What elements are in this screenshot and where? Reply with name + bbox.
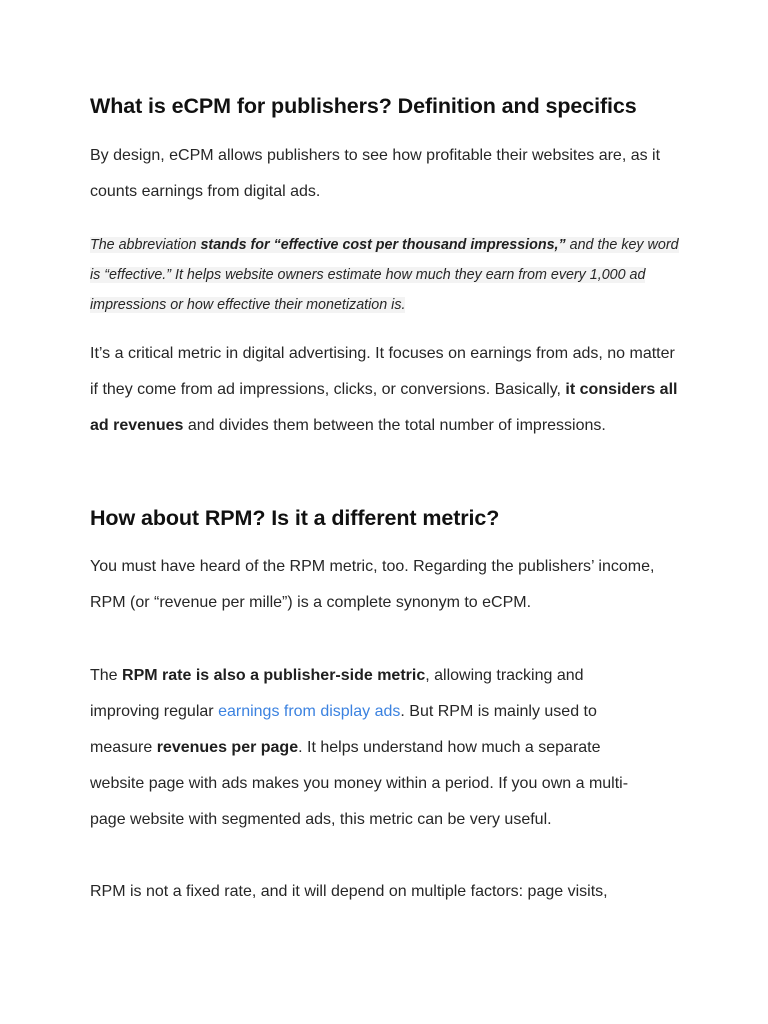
- p4-text-3: . But RPM is mainly used to measure: [90, 703, 597, 756]
- p4-text-2: , allowing tracking and improving regular: [90, 667, 584, 720]
- p2-bold-1: it considers all ad revenues: [90, 381, 678, 434]
- quote-abbreviation: [90, 230, 686, 320]
- link-earnings-from-display-ads[interactable]: earnings from display ads: [218, 703, 401, 720]
- quote-text-1: The abbreviation: [90, 237, 201, 253]
- heading-what-is-ecpm: What is eCPM for publishers? Definition and specifics: [90, 94, 637, 118]
- quote-highlight: [90, 237, 679, 313]
- paragraph-ecpm-intro: By design, eCPM allows publishers to see how profitable their websites are, as it counts earnings from digital ads.: [90, 147, 661, 200]
- p4-text-4: . It helps understand how much a separate website page with ads makes you money within a period. If you own a multi-page website with segmented ads, this metric can be very useful.: [90, 739, 629, 828]
- paragraph-rpm-not-fixed: RPM is not a fixed rate, and it will depend on multiple factors: page visits,: [90, 883, 608, 900]
- heading-how-about-rpm: How about RPM? Is it a different metric?: [90, 506, 500, 530]
- paragraph-rpm-synonym: You must have heard of the RPM metric, too. Regarding the publishers’ income, RPM (or “revenue per mille”) is a complete synonym to eCPM.: [90, 558, 655, 611]
- quote-bold-1: stands for “effective cost per thousand impressions,”: [200, 237, 566, 253]
- paragraph-rpm-publisher-side: [90, 658, 650, 838]
- p4-bold-2: revenues per page: [156, 739, 299, 756]
- p4-text-1: The: [90, 667, 123, 684]
- p4-bold-1: RPM rate is also a publisher-side metric: [122, 667, 426, 684]
- p2-text-2: and divides them between the total number of impressions.: [183, 417, 606, 434]
- quote-text-2: and the key word is “effective.” It helps website owners estimate how much they earn from every 1,000 ad impressions or how effective their monetization is.: [90, 237, 679, 313]
- p2-text-1: It’s a critical metric in digital advertising. It focuses on earnings from ads, no matter if they come from ad impressions, clicks, or conversions. Basically,: [90, 345, 675, 398]
- paragraph-critical-metric: [90, 336, 680, 444]
